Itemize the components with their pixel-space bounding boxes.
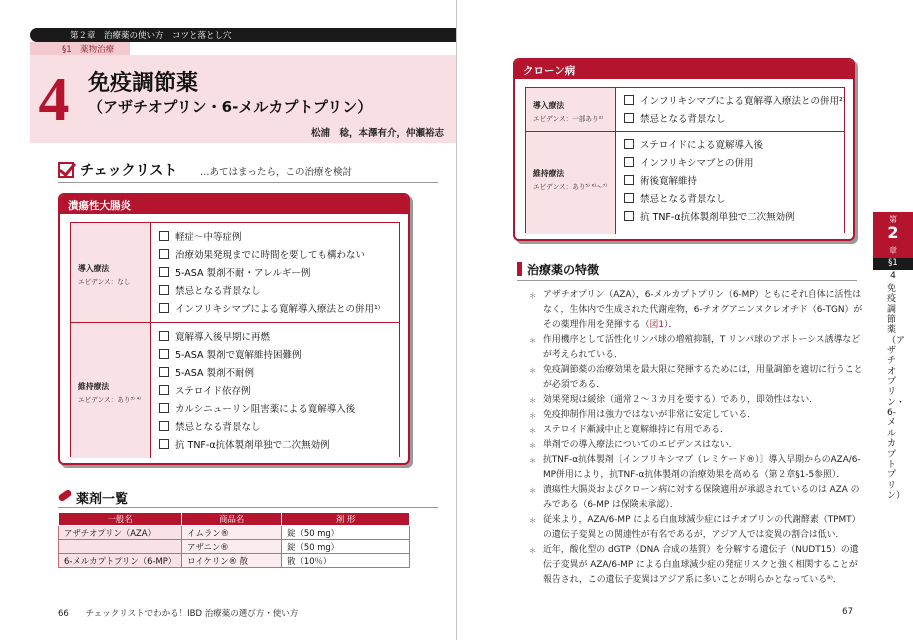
- authors: 松浦 稔，本澤有介，仲瀬裕志: [310, 128, 444, 139]
- drug-table: [58, 512, 410, 568]
- column-header: 一般名: [59, 513, 182, 526]
- checklist-item[interactable]: ステロイドによる寛解導入後: [624, 137, 763, 153]
- therapy-label: 維持療法: [533, 169, 565, 178]
- checklist-item[interactable]: 禁忌となる背景なし: [624, 191, 726, 207]
- chapter-char: 章: [889, 246, 897, 255]
- row-items: [616, 132, 844, 234]
- list-item: ＊ 抗TNF-α抗体製剤〔インフリキシマブ（レミケード®）〕導入早期からのAZA/6-MP併用により，抗TNF-α抗体製剤の治療効果を高める（第２章§1-5参照）．: [533, 453, 863, 483]
- maintenance-row: [526, 132, 844, 234]
- brand-name-cell: イムラン®: [182, 526, 282, 540]
- checklist-item[interactable]: 軽症～中等症例: [159, 229, 242, 245]
- panel-table: [525, 87, 845, 233]
- form-cell: 錠（50 mg）: [282, 540, 410, 554]
- book-title: チェックリストでわかる！IBD 治療薬の選び方・使い方: [85, 609, 299, 619]
- checkbox-icon[interactable]: [159, 367, 169, 377]
- checkbox-icon[interactable]: [624, 193, 634, 203]
- checklist-item[interactable]: 5-ASA 製剤で寛解維持困難例: [159, 347, 302, 363]
- generic-name-cell: アザチオプリン（AZA）: [59, 526, 182, 540]
- brand-name-cell: アザニン®: [182, 540, 282, 554]
- chapter-label: 第２章 治療薬の使い方 コツと落とし穴: [70, 31, 232, 41]
- checklist-item[interactable]: 禁忌となる背景なし: [159, 283, 261, 299]
- list-item: ＊ 免疫抑制作用は強力ではないが非常に安定している．: [533, 408, 863, 423]
- chapter-number: 2: [887, 223, 899, 242]
- evidence-label: エビデンス：なし: [78, 278, 131, 286]
- checklist-item[interactable]: 寛解導入後早期に再燃: [159, 329, 270, 345]
- features-list: [533, 288, 863, 588]
- checkbox-checked-icon: [58, 162, 74, 178]
- checklist-item[interactable]: 抗 TNF-α抗体製剤単独で二次無効例: [159, 437, 330, 453]
- column-header: 剤 形: [282, 513, 410, 526]
- table-row: [59, 540, 410, 554]
- checkbox-icon[interactable]: [624, 95, 634, 105]
- checkbox-icon[interactable]: [159, 403, 169, 413]
- heading-accent-bar: [517, 262, 522, 276]
- chapter-side-tab[interactable]: [873, 212, 913, 501]
- row-label: [71, 223, 151, 322]
- page-number: 67: [842, 607, 853, 617]
- checkbox-icon[interactable]: [159, 331, 169, 341]
- section-label: §1 薬物治療: [62, 45, 115, 55]
- left-page: [0, 0, 456, 640]
- therapy-label: 維持療法: [78, 382, 110, 391]
- list-item: ＊ 潰瘍性大腸炎およびクローン病に対する保険適用が承認されているのは AZA のみである（6-MP は保険未承認）．: [533, 483, 863, 513]
- form-cell: 散（10％）: [282, 554, 410, 568]
- row-label: [526, 132, 616, 234]
- cd-checklist-panel: [513, 58, 855, 241]
- features-label: 治療薬の特徴: [527, 263, 600, 277]
- divider: [58, 507, 438, 508]
- checklist-item[interactable]: インフリキシマブによる寛解導入療法との併用²⁾: [624, 93, 845, 109]
- checklist-item[interactable]: 抗 TNF-α抗体製剤単独で二次無効例: [624, 209, 795, 225]
- checkbox-icon[interactable]: [159, 267, 169, 277]
- maintenance-row: [71, 323, 399, 458]
- checkbox-icon[interactable]: [159, 385, 169, 395]
- vertical-title: 免疫調節薬（アザチオプリン・6-メルカプトプリン）: [887, 284, 906, 501]
- page-number: 66: [58, 609, 69, 619]
- right-footer: [842, 607, 853, 617]
- form-cell: 錠（50 mg）: [282, 526, 410, 540]
- checklist-item[interactable]: 治療効果発現までに時間を要しても構わない: [159, 247, 365, 263]
- checklist-item[interactable]: 5-ASA 製剤不耐・アレルギー例: [159, 265, 310, 281]
- chapter-block: [873, 212, 913, 258]
- divider: [517, 280, 857, 281]
- panel-title: 潰瘍性大腸炎: [68, 200, 131, 212]
- induction-row: [526, 88, 844, 132]
- section-tab: [30, 42, 130, 55]
- panel-title-bar: [515, 60, 853, 79]
- checklist-item[interactable]: 禁忌となる背景なし: [159, 419, 261, 435]
- evidence-label: エビデンス：あり⁵⁾ ⁶⁾～⁷⁾: [533, 183, 607, 191]
- row-label: [71, 323, 151, 458]
- row-items: [151, 223, 399, 322]
- checkbox-icon[interactable]: [624, 175, 634, 185]
- brand-name-cell: ロイケリン® 散: [182, 554, 282, 568]
- checklist-item[interactable]: インフリキシマブとの併用: [624, 155, 754, 171]
- drug-list-label: 薬剤一覧: [76, 492, 129, 507]
- induction-row: [71, 223, 399, 323]
- checkbox-icon[interactable]: [159, 439, 169, 449]
- checkbox-icon[interactable]: [624, 139, 634, 149]
- list-item: ＊ 従来より，AZA/6-MP による白血球減少症にはチオプリンの代謝酵素（TPMT）の遺伝子変異との関連性が有名であるが，アジア人では変異の割合は低い．: [533, 513, 863, 543]
- article-title: 免疫調節薬: [88, 71, 199, 96]
- table-row: [59, 526, 410, 540]
- checkbox-icon[interactable]: [159, 303, 169, 313]
- table-header-row: [59, 513, 410, 526]
- table-row: [59, 554, 410, 568]
- checkbox-icon[interactable]: [624, 113, 634, 123]
- checklist-heading: [58, 160, 438, 186]
- chapter-bar: [30, 28, 456, 42]
- chapter-char: 第: [889, 215, 897, 224]
- checklist-item[interactable]: カルシニューリン阻害薬による寛解導入後: [159, 401, 355, 417]
- figure-reference-link[interactable]: 図1: [649, 320, 665, 330]
- row-label: [526, 88, 616, 131]
- therapy-label: 導入療法: [78, 264, 110, 273]
- checkbox-icon[interactable]: [624, 157, 634, 167]
- section-block: [873, 258, 913, 270]
- list-item: ＊ ステロイド漸減中止と寛解維持に有用である．: [533, 423, 863, 438]
- features-heading: [517, 258, 857, 280]
- generic-name-cell: [59, 540, 182, 554]
- column-header: 商品名: [182, 513, 282, 526]
- row-items: [151, 323, 399, 458]
- pill-icon: [57, 489, 72, 503]
- article-number: 4: [38, 66, 70, 134]
- panel-title-bar: [60, 195, 408, 214]
- checklist-item[interactable]: 5-ASA 製剤不耐例: [159, 365, 254, 381]
- article-subtitle: （アザチオプリン・6-メルカプトプリン）: [88, 98, 373, 116]
- article-number-tab: 4: [890, 271, 896, 281]
- row-items: [616, 88, 844, 131]
- uc-checklist-panel: [58, 193, 410, 465]
- panel-table: [70, 222, 400, 457]
- list-item: ＊ 近年，酸化型の dGTP（DNA 合成の基質）を分解する遺伝子（NUDT15）の遺伝子変異が AZA/6-MP による白血球減少症の発症リスクと強く相関することが報告され，この遺伝子変異はアジア系に多いことが明らかとなっている⁸⁾．: [533, 543, 863, 588]
- checklist-item[interactable]: インフリキシマブによる寛解導入療法との併用¹⁾: [159, 301, 380, 317]
- list-item: ＊ 単剤での導入療法についてのエビデンスはない．: [533, 438, 863, 453]
- divider: [58, 182, 438, 183]
- checklist-item[interactable]: 術後寛解維持: [624, 173, 697, 189]
- list-item: ＊ 作用機序として活性化リンパ球の増殖抑制，T リンパ球のアポトーシス誘導などが考えられている．: [533, 333, 863, 363]
- right-page: [457, 0, 913, 640]
- evidence-label: エビデンス：一部あり²⁾: [533, 115, 603, 123]
- checkbox-icon[interactable]: [159, 349, 169, 359]
- checkbox-icon[interactable]: [159, 231, 169, 241]
- evidence-label: エビデンス：あり³⁾ ⁴⁾: [78, 396, 142, 404]
- generic-name-cell: 6-メルカプトプリン（6-MP）: [59, 554, 182, 568]
- list-item: ＊ 免疫調節薬の治療効果を最大限に発揮するためには，用量調節を適切に行うことが必須である．: [533, 363, 863, 393]
- therapy-label: 導入療法: [533, 101, 565, 110]
- list-item: ＊ 効果発現は緩徐（通常２～３カ月を要する）であり，即効性はない．: [533, 393, 863, 408]
- checklist-item[interactable]: 禁忌となる背景なし: [624, 111, 726, 127]
- checkbox-icon[interactable]: [624, 211, 634, 221]
- checklist-item[interactable]: ステロイド依存例: [159, 383, 251, 399]
- checkbox-icon[interactable]: [159, 285, 169, 295]
- checklist-label: チェックリスト: [80, 163, 178, 179]
- list-item: ＊ アザチオプリン（AZA），6-メルカプトプリン（6-MP）ともにそれ自体に活性はなく，生体内で生成された代謝産物，6-チオグアニンヌクレオチド（6-TGN）がその薬理作用を発揮する（図1）．: [533, 288, 863, 333]
- drug-list-heading: [58, 488, 438, 510]
- panel-title: クローン病: [523, 65, 576, 77]
- checklist-description: …あてはまったら，この治療を検討: [200, 167, 353, 178]
- checkbox-icon[interactable]: [159, 249, 169, 259]
- checkbox-icon[interactable]: [159, 421, 169, 431]
- section-number: §1: [888, 258, 898, 268]
- left-footer: [58, 607, 298, 619]
